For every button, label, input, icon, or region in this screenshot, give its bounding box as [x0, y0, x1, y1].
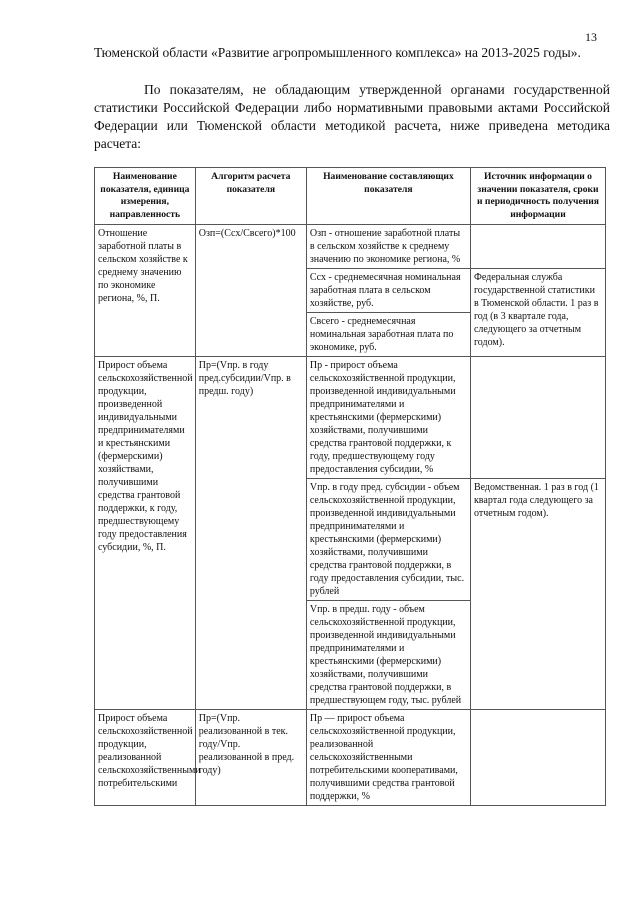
header-components: Наименование составляющих показателя	[306, 168, 470, 225]
indicator-name-cell: Прирост объема сельскохозяйственной продукции, реализованной сельскохозяйственными потребительскими	[95, 710, 196, 806]
indicator-name-cell: Отношение заработной платы в сельском хозяйстве к среднему значению по экономике региона, %, П.	[95, 225, 196, 357]
component-cell: Пр — прирост объема сельскохозяйственной продукции, реализованной сельскохозяйственными потребительскими кооперативами, получившими средства грантовой поддержки, %	[306, 710, 470, 806]
component-cell: Озп - отношение заработной платы в сельском хозяйстве к среднему значению по экономике региона, %	[306, 225, 470, 269]
formula-cell: Озп=(Ссх/Свсего)*100	[195, 225, 306, 357]
table-header-row	[95, 168, 606, 225]
source-cell: Федеральная служба государственной статистики в Тюменской области. 1 раз в год (в 3 квартале года, следующего за отчетным годом).	[470, 269, 605, 357]
component-cell: Ссх - среднемесячная номинальная заработная плата в сельском хозяйстве, руб.	[306, 269, 470, 313]
table-row	[95, 225, 606, 269]
source-cell-empty	[470, 357, 605, 479]
table-row	[95, 710, 606, 806]
table-row	[95, 357, 606, 479]
intro-paragraph-2: По показателям, не обладающим утвержденной органами государственной статистики Российской Федерации либо нормативными правовыми актами Российской Федерации или Тюменской области методикой расчета, ниже приведена методика расчета:	[94, 82, 610, 151]
header-indicator-name: Наименование показателя, единица измерения, направленность	[95, 168, 196, 225]
intro-paragraph-1: Тюменской области «Развитие агропромышленного комплекса» на 2013-2025 годы».	[94, 45, 581, 60]
source-cell	[470, 710, 605, 806]
source-cell: Ведомственная. 1 раз в год (1 квартал года следующего за отчетным годом).	[470, 479, 605, 710]
header-source: Источник информации о значении показателя, сроки и периодичность получения информации	[470, 168, 605, 225]
component-cell: Пр - прирост объема сельскохозяйственной продукции, произведенной индивидуальными предпринимателями и крестьянскими (фермерскими) хозяйствами, получившими средства грантовой поддержки, к году, предшествующему году предоставления субсидии, %	[306, 357, 470, 479]
indicator-name-cell: Прирост объема сельскохозяйственной продукции, произведенной индивидуальными предпринимателями и крестьянскими (фермерскими) хозяйствами, получившими средства грантовой поддержки, к году, предшествующему году предоставления субсидии, %, П.	[95, 357, 196, 710]
component-cell: Свсего - среднемесячная номинальная заработная плата по экономике, руб.	[306, 313, 470, 357]
formula-cell: Пр=(Vпр. реализованной в тек. году/Vпр. реализованной в пред. году)	[195, 710, 306, 806]
header-algorithm: Алгоритм расчета показателя	[195, 168, 306, 225]
formula-cell: Пр=(Vпр. в году пред.субсидии/Vпр. в предш. году)	[195, 357, 306, 710]
source-cell-empty	[470, 225, 605, 269]
component-cell: Vпр. в предш. году - объем сельскохозяйственной продукции, произведенной индивидуальными предпринимателями и крестьянскими (фермерскими) хозяйствами, получившими средства грантовой поддержки, в предшествующем году, тыс. рублей	[306, 601, 470, 710]
component-cell: Vпр. в году пред. субсидии - объем сельскохозяйственной продукции, произведенной индивидуальными предпринимателями и крестьянскими (фермерскими) хозяйствами, получившими средства грантовой поддержки, в году предоставления субсидии, тыс. рублей	[306, 479, 470, 601]
page-number: 13	[585, 30, 597, 44]
methodology-table	[94, 167, 606, 806]
